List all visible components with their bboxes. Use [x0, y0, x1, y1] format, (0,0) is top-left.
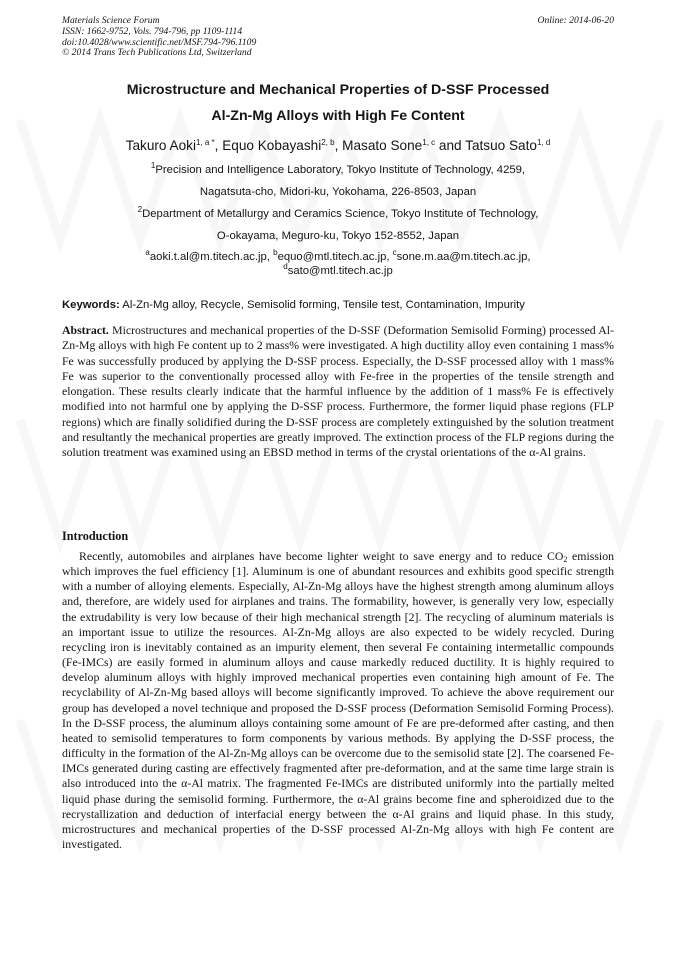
introduction-heading: Introduction	[62, 529, 129, 543]
abstract-text: Microstructures and mechanical properties of the D-SSF (Deformation Semisolid Forming) processed Al-Zn-Mg alloys with high Fe content up to 2 mass% were investigated. A high ductility alloy even containing 1 mass% Fe was successfully produced by applying the D-SSF process. Especially, the D-SSF processed alloy with 1 mass% Fe was superior to the conventionally processed alloy with Fe-free in the properties of the tensile strength and elongation. These results clearly indicate that the harmful influence by the addition of 1 mass% Fe is effectively modified into not harmful one by applying the D-SSF process. Furthermore, the former liquid phase regions (FLP regions) which are finally solidified during the D-SSF process are completely extinguished by the solution treatment and resultantly the mechanical properties are greatly improved. The extinction process of the FLP regions during the solution treatment was examined using an EBSD method in terms of the crystal orientations of the α-Al grains.	[62, 323, 614, 460]
paper-title-line-1: Microstructure and Mechanical Properties of D-SSF Processed	[126, 82, 550, 98]
author-affil-mark: 1, a *	[195, 138, 215, 147]
email-line-2: $^d$sato@mtl.titech.ac.jp	[283, 262, 393, 277]
keywords-label: Keywords:	[62, 299, 120, 311]
author-affil-mark: 1, c	[422, 138, 436, 147]
email-d[interactable]: sato@mtl.titech.ac.jp	[287, 265, 393, 277]
keywords-text: Al-Zn-Mg alloy, Recycle, Semisolid forming, Tensile test, Contamination, Impurity	[119, 299, 525, 311]
author-separator: ,	[214, 138, 223, 153]
abstract	[62, 323, 614, 461]
author-name: Equo Kobayashi	[222, 138, 322, 153]
author-affil-mark: 1, d	[536, 138, 551, 147]
introduction-paragraph: Recently, automobiles and airplanes have become lighter weight to save energy and to reduce CO2 emission which improves the fuel efficiency [1]. Aluminum is one of abundant resources and exhibits good specific strength with a number of alloying elements. Especially, Al-Zn-Mg alloys have the highest strength among aluminum alloys and, therefore, are widely used for airplanes and trains. The formability, however, is generally very low, especially the extrudability is very low because of their high mechanical strength [2]. The recycling of aluminum materials is an important issue to utilize the resources. Al-Zn-Mg alloys are also expected to be widely recycled. During recycling iron is inevitably contained as an impurity element, then several Fe containing intermetallic compounds (Fe-IMCs) are easily formed in aluminum alloys and cause markedly reduced ductility. It is highly required to develop aluminum alloys with highly improved mechanical properties even containing high amount of Fe. The recyclability of Al-Zn-Mg based alloys will become significantly improved. To achieve the above requirement our group has developed a novel technique and proposed the D-SSF process (Deformation Semisolid Forming Process). In the D-SSF process, the aluminum alloys containing some amount of Fe are pre-deformed after casting, and then heated to semisolid temperatures to form components by various methods. By applying the D-SSF process, the difficulty in the formation of the Al-Zn-Mg alloys can be overcome due to the semisolid state [2]. The coarsened Fe-IMCs generated during casting are effectively fragmented after pre-deformation, and at the same time large strain is also introduced into the α-Al matrix. The fragmented Fe-IMCs are distributed uniformly into the partially melted liquid phase during the semisolid forming. Furthermore, the α-Al grains become fine and spheroidized due to the recrystallization and deduction of interfacial energy between the α-Al grains and liquid phase. In this study, microstructures and mechanical properties of the D-SSF processed Al-Zn-Mg alloys with high Fe content are investigated.	[62, 549, 614, 851]
email-line-1: $^a$aoki.t.al@m.titech.ac.jp, $^b$equo@mtl.titech.ac.jp, $^c$sone.m.aa@m.titech.ac.jp,	[145, 248, 531, 263]
author-separator: ,	[334, 138, 343, 153]
journal-name: Materials Science Forum	[62, 15, 160, 26]
email-a[interactable]: aoki.t.al@m.titech.ac.jp,	[149, 251, 274, 263]
issn-line: ISSN: 1662-9752, Vols. 794-796, pp 1109-1114	[62, 25, 243, 37]
co2-subscript: 2	[563, 555, 568, 564]
author-name: Masato Sone	[342, 138, 423, 153]
author-list	[62, 138, 614, 153]
affiliation-2-line-2: O-okayama, Meguro-ku, Tokyo 152-8552, Japan	[216, 230, 460, 242]
author-separator: and	[435, 138, 466, 153]
paper-title-line-2: Al-Zn-Mg Alloys with High Fe Content	[211, 108, 465, 124]
author-name: Takuro Aoki	[125, 138, 196, 153]
author-affil-mark: 2, b	[321, 138, 335, 147]
copyright-line: © 2014 Trans Tech Publications Ltd, Switzerland	[62, 47, 252, 59]
author-name: Tatsuo Sato	[465, 138, 537, 153]
email-c[interactable]: sone.m.aa@m.titech.ac.jp,	[396, 251, 531, 263]
affiliation-1-line-1: $^1$Precision and Intelligence Laboratory, Tokyo Institute of Technology, 4259,	[150, 161, 526, 176]
affiliation-2-line-1: $^2$Department of Metallurgy and Ceramics Science, Tokyo Institute of Technology,	[137, 205, 539, 220]
email-b[interactable]: equo@mtl.titech.ac.jp,	[277, 251, 393, 263]
online-date: Online: 2014-06-20	[537, 15, 614, 26]
affiliation-1-line-2: Nagatsuta-cho, Midori-ku, Yokohama, 226-8503, Japan	[199, 186, 477, 198]
journal-header	[62, 16, 256, 59]
abstract-label: Abstract.	[62, 323, 109, 337]
keywords	[62, 299, 622, 311]
doi-line: doi:10.4028/www.scientific.net/MSF.794-796.1109	[62, 36, 257, 48]
